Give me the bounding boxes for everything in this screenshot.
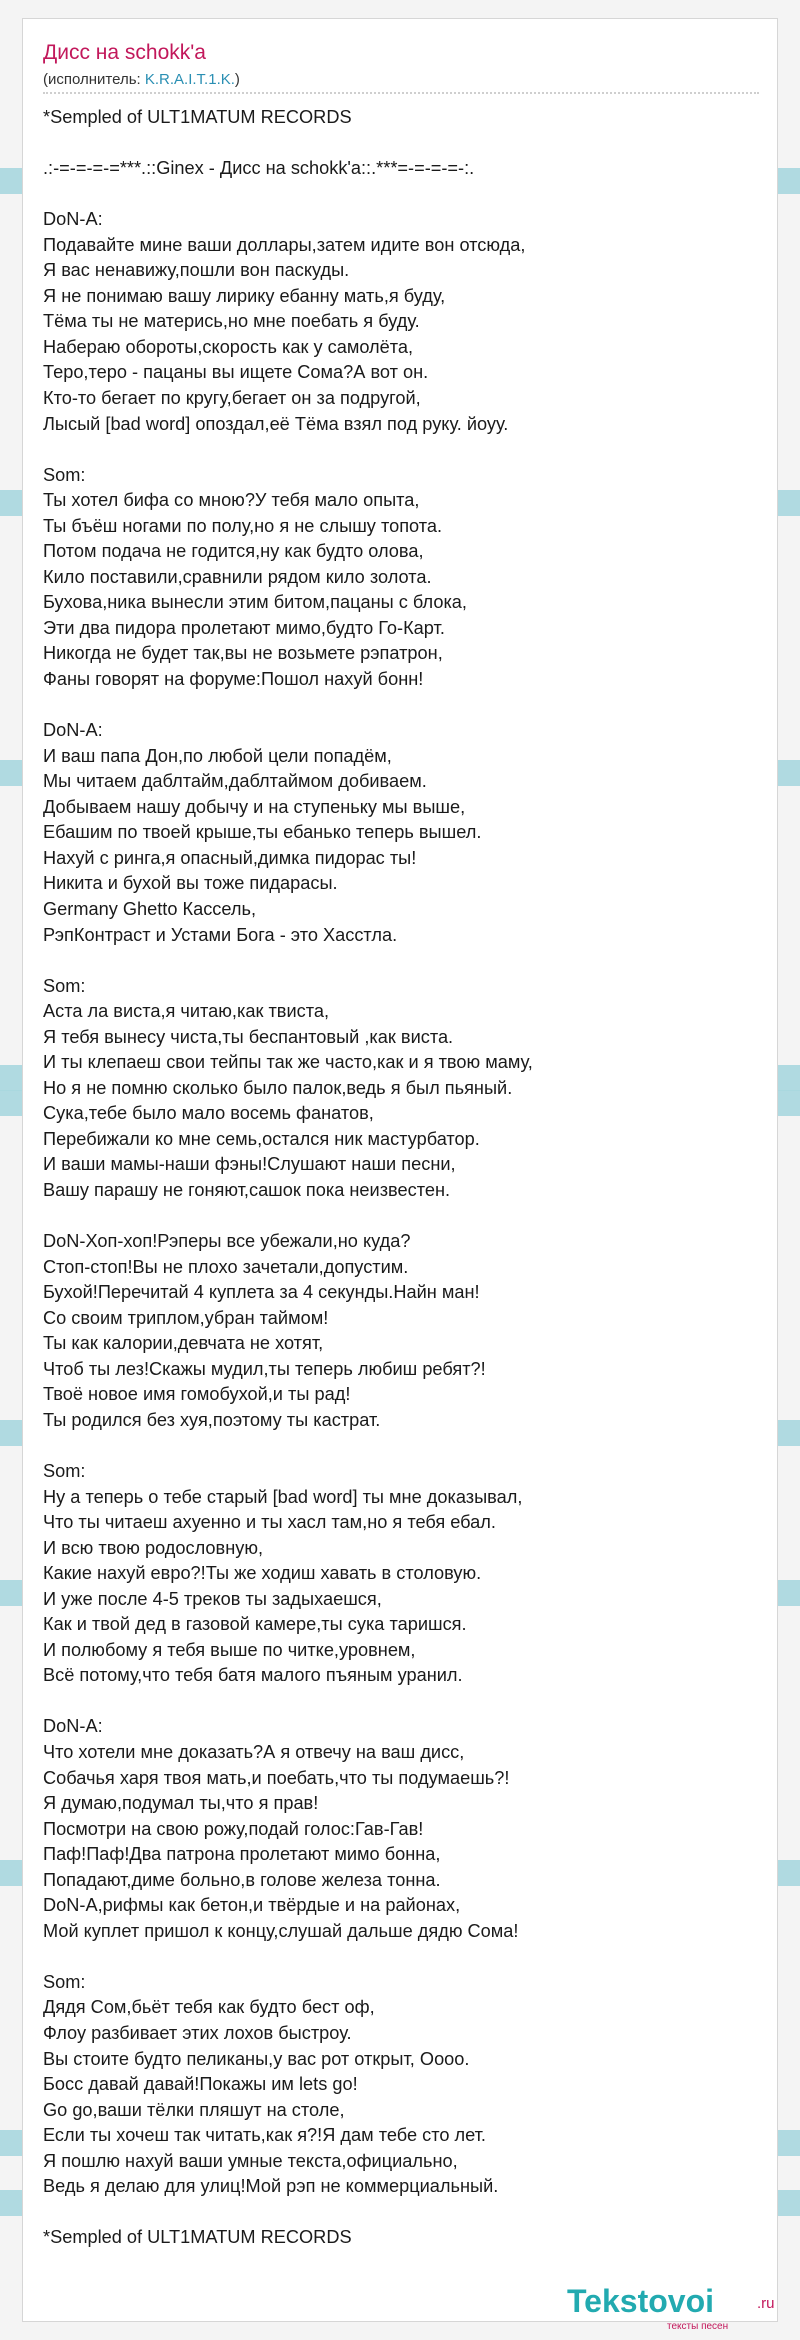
lyric-line: Нахуй с ринга,я опасный,димка пидорас ты! [43, 847, 417, 868]
lyric-line: Но я не помню сколько было палок,ведь я был пьяный. [43, 1077, 513, 1098]
lyric-line [43, 948, 763, 974]
lyric-line [43, 131, 763, 157]
lyric-line: Ты как калории,девчата не хотят, [43, 1333, 324, 1354]
page-title: Дисс на schokk'a [43, 41, 206, 64]
lyric-line: И ваши мамы-наши фэны!Слушают наши песни, [43, 1154, 456, 1175]
lyric-line: Чтоб ты лез!Скажы мудил,ты теперь любиш ребят?! [43, 1358, 486, 1379]
lyric-line: Эти два пидора пролетают мимо,будто Го-Карт. [43, 617, 445, 638]
lyric-line: Мой куплет пришол к концу,слушай дальше дядю Сома! [43, 1920, 519, 1941]
lyric-line: Дядя Сом,бьёт тебя как будто бест оф, [43, 1997, 375, 2018]
lyric-line: Ты хотел бифа со мною?У тебя мало опыта, [43, 490, 420, 511]
lyric-line: Теро,теро - пацаны вы ищете Сома?А вот он. [43, 362, 429, 383]
lyric-line: Попадают,диме больно,в голове железа тонна. [43, 1869, 441, 1890]
lyric-line: Кило поставили,сравнили рядом кило золота. [43, 566, 432, 587]
lyric-line: *Sempled of ULT1MATUM RECORDS [43, 107, 352, 127]
lyric-line: Я не понимаю вашу лирику ебанну мать,я буду, [43, 285, 446, 306]
lyric-line: Набераю обороты,скорость как у самолёта, [43, 336, 414, 357]
lyric-line: Какие нахуй евро?!Ты же ходиш хавать в столовую. [43, 1563, 482, 1584]
lyric-line: Никогда не будет так,вы не возьмете рэпатрон, [43, 643, 443, 664]
lyric-line: Сука,тебе было мало восемь фанатов, [43, 1103, 374, 1124]
lyric-line: Go go,ваши тёлки пляшут на столе, [43, 2099, 345, 2120]
lyric-line: Добываем нашу добычу и на ступеньку мы выше, [43, 796, 466, 817]
divider [43, 92, 759, 94]
artist-prefix: (исполнитель: [43, 71, 145, 88]
lyric-line: Что ты читаеш ахуенно и ты хасл там,но я тебя ебал. [43, 1512, 496, 1533]
lyric-line: И полюбому я тебя выше по читке,уровнем, [43, 1639, 416, 1660]
lyric-line: DoN-Хоп-хоп!Рэперы все убежали,но куда? [43, 1231, 411, 1252]
lyric-line: Как и твой дед в газовой камере,ты сука таришся. [43, 1614, 467, 1635]
artist-suffix: ) [234, 71, 240, 88]
lyric-line: Бухой!Перечитай 4 куплета за 4 секунды.Найн ман! [43, 1282, 480, 1303]
lyric-line: .:-=-=-=-=***.::Ginex - Дисс на schokk'a::.***=-=-=-=-:. [43, 158, 475, 179]
lyric-line: Я тебя вынесу чиста,ты беспантовый ,как виста. [43, 1026, 454, 1047]
lyric-line: И всю твою родословную, [43, 1537, 264, 1558]
lyric-line [43, 693, 763, 719]
lyric-line: DoN-A,рифмы как бетон,и твёрдые и на районах, [43, 1895, 461, 1916]
lyric-line [43, 1944, 763, 1970]
lyric-line: И ты клепаеш свои тейпы так же часто,как и я твою маму, [43, 1052, 533, 1073]
lyric-line [43, 2200, 763, 2226]
lyric-line: Аста ла виста,я читаю,как твиста, [43, 1001, 329, 1022]
artist-line [43, 71, 240, 88]
lyric-line: Что хотели мне доказать?А я отвечу на ваш дисс, [43, 1742, 465, 1762]
lyric-line: Твоё новое имя гомобухой,и ты рад! [43, 1384, 351, 1405]
lyric-line: Никита и бухой вы тоже пидарасы. [43, 873, 338, 894]
lyric-line [43, 1433, 763, 1459]
lyric-line [43, 1689, 763, 1715]
lyric-line: РэпКонтраст и Устами Бога - это Хасстла. [43, 924, 398, 945]
lyric-line: Ведь я делаю для улиц!Мой рэп не коммерциальный. [43, 2176, 499, 2197]
lyric-line: Ты родился без хуя,поэтому ты кастрат. [43, 1409, 381, 1430]
lyric-line: Вашу парашу не гоняют,сашок пока неизвестен. [43, 1179, 451, 1200]
lyric-line: Я думаю,подумал ты,что я прав! [43, 1793, 319, 1814]
lyric-line: Если ты хочеш так читать,как я?!Я дам тебе сто лет. [43, 2125, 486, 2146]
lyric-line: Ебашим по твоей крыше,ты ебанько теперь вышел. [43, 822, 482, 843]
lyric-line: И уже после 4-5 треков ты задыхаешся, [43, 1588, 382, 1609]
artist-link[interactable]: K.R.A.I.T.1.K. [144, 71, 235, 88]
lyric-line: Мы читаем даблтайм,даблтаймом добиваем. [43, 771, 427, 792]
logo-name: Tekstovoi [567, 2283, 714, 2319]
lyric-line: Подавайте мине ваши доллары,затем идите вон отсюда, [43, 234, 526, 255]
lyric-line: И ваш папа Дон,по любой цели попадём, [43, 745, 392, 766]
logo-tld: .ru [757, 2295, 775, 2312]
lyric-line: Som: [43, 1971, 86, 1992]
lyric-line [43, 1204, 763, 1230]
lyric-line: Бухова,ника вынесли этим битом,пацаны с блока, [43, 592, 467, 613]
lyric-line: DoN-A: [43, 720, 103, 741]
lyric-line: Фаны говорят на форуме:Пошол нахуй бонн! [43, 669, 424, 690]
lyric-line: Со своим триплом,убран таймом! [43, 1307, 329, 1328]
lyric-line: Перебижали ко мне семь,остался ник мастурбатор. [43, 1128, 480, 1149]
lyric-line: Паф!Паф!Два патрона пролетают мимо бонна, [43, 1844, 441, 1865]
lyric-line: Ну а теперь о тебе старый [bad word] ты мне доказывал, [43, 1486, 523, 1507]
lyric-line: Посмотри на свою рожу,подай голос:Гав-Гав! [43, 1818, 424, 1839]
lyric-line: DoN-A: [43, 209, 103, 230]
lyric-line [43, 437, 763, 463]
lyric-line: Босс давай давай!Покажы им lets go! [43, 2074, 358, 2095]
lyric-line: Стоп-стоп!Вы не плохо зачетали,допустим. [43, 1256, 409, 1277]
lyric-line: Я вас ненавижу,пошли вон паскуды. [43, 260, 350, 281]
lyric-line: Germany Ghetto Кассель, [43, 898, 257, 919]
lyric-line: Лысый [bad word] опоздал,её Тёма взял под руку. йоуу. [43, 413, 509, 434]
lyric-line: Собачья харя твоя мать,и поебать,что ты подумаешь?! [43, 1767, 510, 1788]
logo-tagline: тексты песен [667, 2321, 729, 2332]
lyric-line: Тёма ты не матерись,но мне поебать я буду. [43, 311, 420, 332]
lyric-line: Som: [43, 1460, 86, 1481]
lyric-line: Som: [43, 975, 86, 996]
lyric-line: Кто-то бегает по кругу,бегает он за подругой, [43, 388, 421, 409]
lyric-line: *Sempled of ULT1MATUM RECORDS [43, 2227, 352, 2248]
lyrics-text [43, 105, 763, 2251]
lyric-line: Флоу разбивает этих лохов быстроу. [43, 2023, 352, 2044]
lyrics-card [22, 18, 778, 2332]
lyric-line: DoN-A: [43, 1716, 103, 1737]
lyric-line: Я пошлю нахуй ваши умные текста,официально, [43, 2150, 458, 2171]
lyric-line [43, 182, 763, 208]
lyric-line: Som: [43, 464, 86, 485]
lyric-line: Вы стоите будто пеликаны,у вас рот открыт, Оооо. [43, 2048, 470, 2069]
lyric-line: Всё потому,что тебя батя малого пъяным уранил. [43, 1665, 463, 1686]
site-logo[interactable] [567, 2283, 777, 2333]
lyric-line: Ты бъёш ногами по полу,но я не слышу топота. [43, 515, 443, 536]
lyric-line: Потом подача не годится,ну как будто олова, [43, 541, 424, 562]
